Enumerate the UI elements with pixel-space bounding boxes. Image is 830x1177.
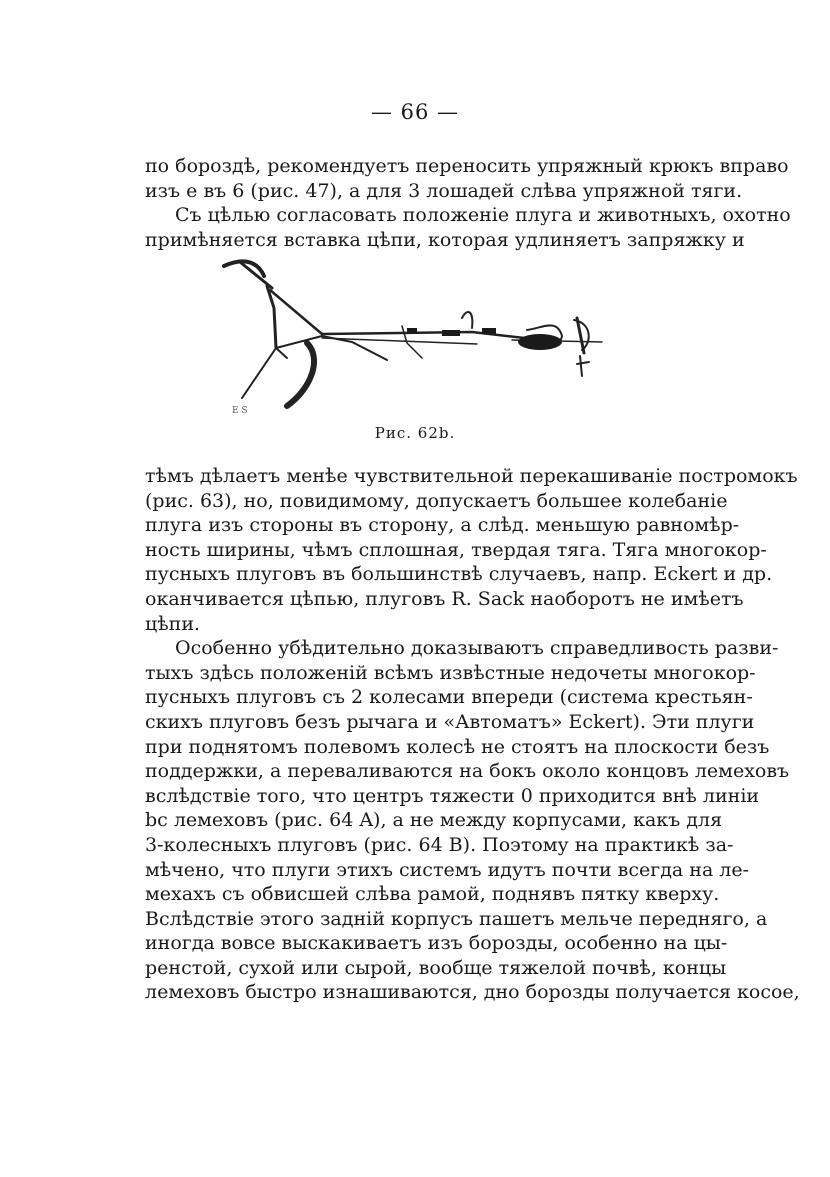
text-line: ренстой, сухой или сырой, вообще тяжелой почвѣ, концы — [145, 956, 727, 979]
page-number: — 66 — — [370, 100, 460, 124]
text-line: bc лемеховъ (рис. 64 A), а не между корпусами, какъ для — [145, 809, 723, 832]
text-line: по бороздѣ, рекомендуетъ переносить упряжный крюкъ вправо — [145, 155, 789, 177]
text-line: оканчивается цѣпью, плуговъ R. Sack наоборотъ не имѣетъ — [145, 587, 744, 610]
text-line: примѣняется вставка цѣпи, которая удлиняетъ запряжку и — [145, 228, 745, 251]
text-line: тѣмъ дѣлаетъ менѣе чувствительной перекашиваніе постромокъ — [145, 465, 798, 487]
text-line: вслѣдствіе того, что центръ тяжести 0 приходится внѣ линіи — [145, 784, 760, 807]
text-line: при поднятомъ полевомъ колесѣ не стоятъ на плоскости безъ — [145, 735, 770, 758]
text-line: 3-колесныхъ плуговъ (рис. 64 B). Поэтому на практикѣ за- — [145, 833, 734, 856]
text-line: мѣчено, что плуги этихъ системъ идутъ почти всегда на ле- — [145, 858, 750, 881]
plow-illustration — [212, 248, 608, 418]
text-line: поддержки, а переваливаются на бокъ около концовъ лемеховъ — [145, 760, 790, 783]
text-top — [145, 154, 791, 252]
figure-caption: Рис. 62b. — [374, 424, 456, 442]
text-line: пусныхъ плуговъ съ 2 колесами впереди (система крестьян- — [145, 686, 753, 709]
text-line: изъ e въ 6 (рис. 47), а для 3 лошадей слѣва упряжной тяги. — [145, 179, 743, 202]
text-line: иногда вовсе выскакиваетъ изъ борозды, особенно на цы- — [145, 932, 728, 955]
text-line: плуга изъ стороны въ сторону, а слѣд. меньшую равномѣр- — [145, 514, 740, 537]
text-line: цѣпи. — [145, 612, 201, 635]
text-line: мехахъ съ обвисшей слѣва рамой, поднявъ пятку кверху. — [145, 883, 720, 906]
text-line: ность ширины, чѣмъ сплошная, твердая тяга. Тяга многокор- — [145, 538, 767, 561]
text-line: лемеховъ быстро изнашиваются, дно борозды получается косое, — [145, 981, 800, 1004]
figure-corner-mark: E S — [232, 406, 248, 416]
text-line: Особенно убѣдительно доказываютъ справедливость разви- — [175, 637, 779, 660]
text-line: тыхъ здѣсь положеній всѣмъ извѣстные недочеты многокор- — [145, 661, 756, 684]
text-bottom — [145, 464, 800, 1005]
text-line: (рис. 63), но, повидимому, допускаетъ большее колебаніе — [145, 489, 728, 512]
text-line: Съ цѣлью согласовать положеніе плуга и животныхъ, охотно — [175, 204, 791, 227]
text-line: пусныхъ плуговъ въ большинствѣ случаевъ, напр. Eckert и др. — [145, 563, 773, 586]
text-line: скихъ плуговъ безъ рычага и «Автоматъ» Eckert). Эти плуги — [145, 710, 755, 733]
text-line: Вслѣдствіе этого задній корпусъ пашетъ мельче передняго, а — [145, 907, 768, 930]
